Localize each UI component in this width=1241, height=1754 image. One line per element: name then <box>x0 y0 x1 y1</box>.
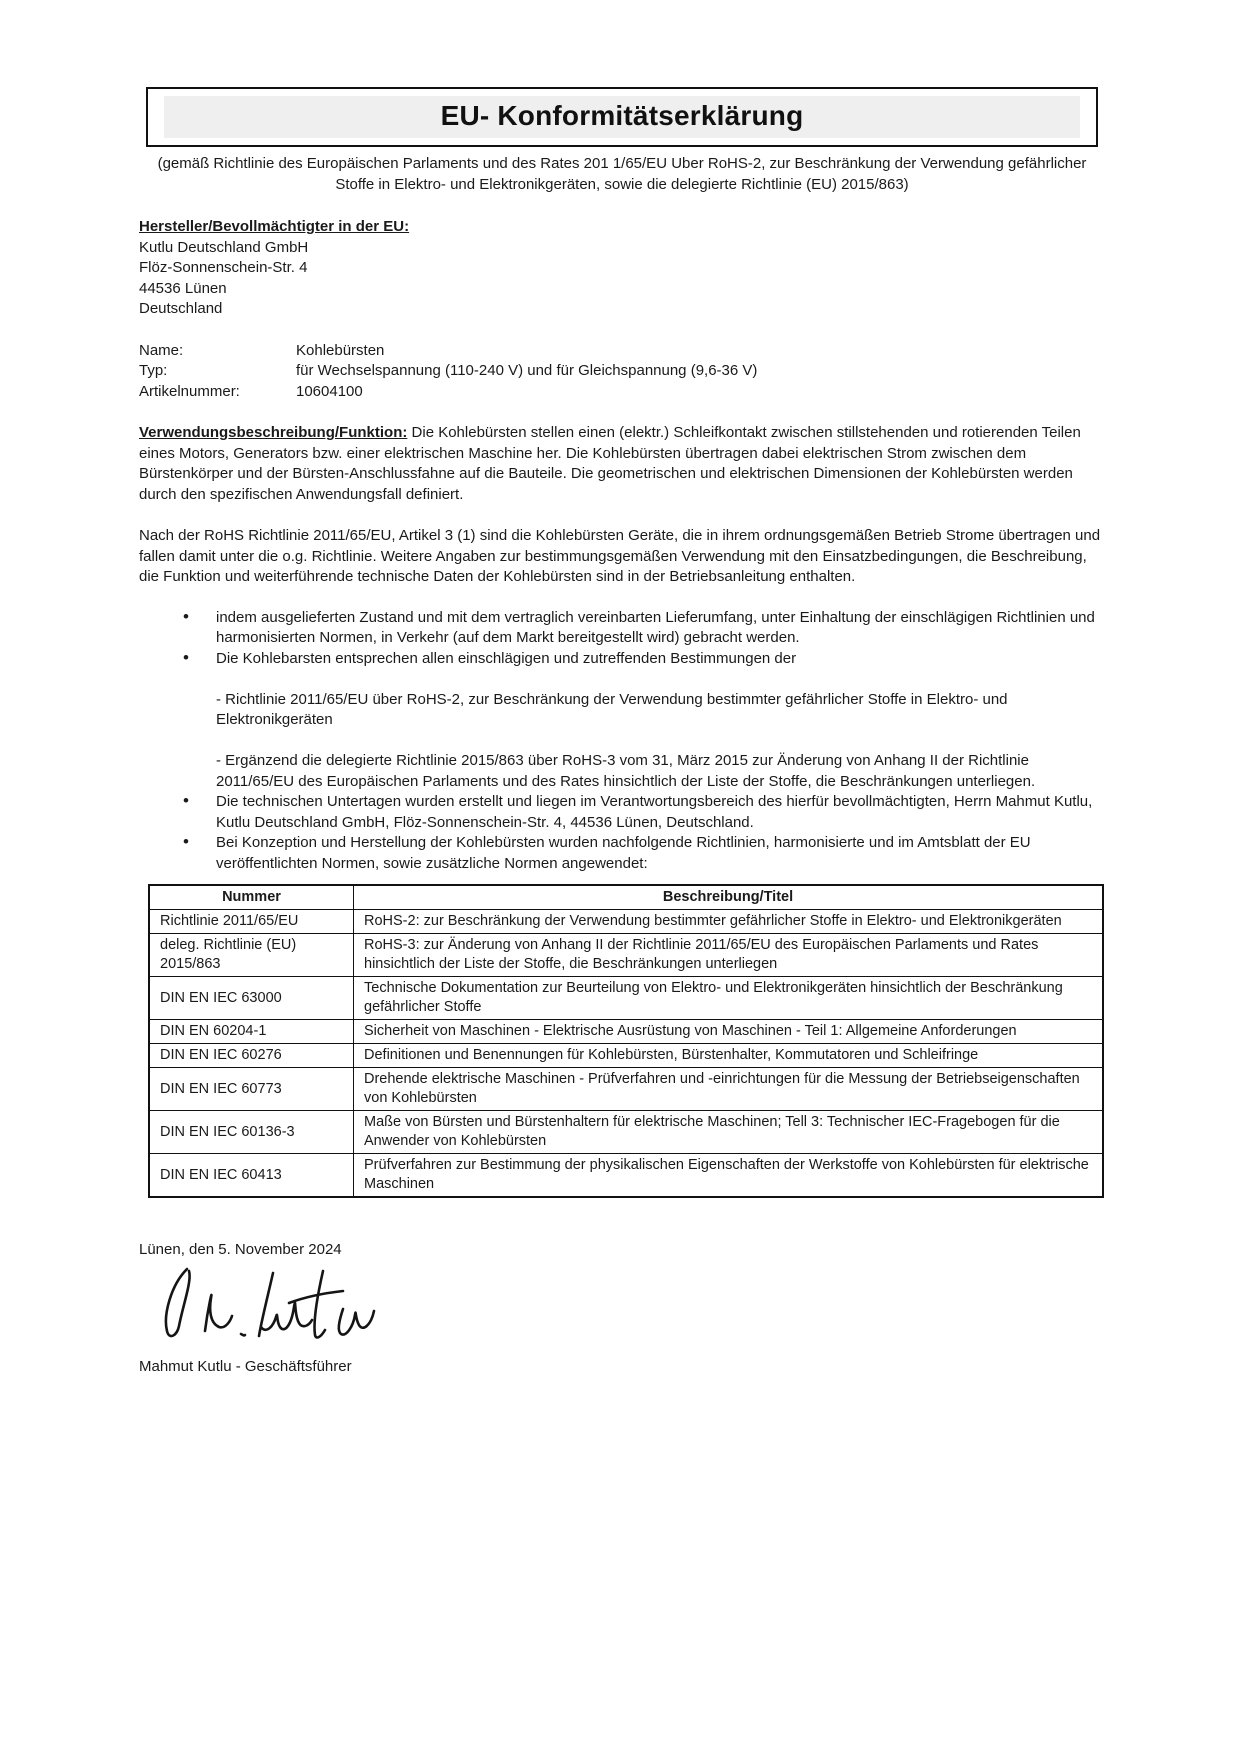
address-line: Kutlu Deutschland GmbH <box>139 238 309 256</box>
manufacturer-heading: Hersteller/Bevollmächtigter in der EU: <box>139 218 410 235</box>
bullet-text: Bei Konzeption und Herstellung der Kohlebürsten wurden nachfolgende Richtlinien, harmonisierte und im Amtsblatt der EU veröffentlichten Normen, sowie zusätzliche Normen angewendet: <box>216 834 1031 872</box>
standard-number: DIN EN IEC 60773 <box>149 1068 354 1111</box>
address-line: Flöz-Sonnenschein-Str. 4 <box>139 259 308 276</box>
bullet-item <box>216 649 1105 793</box>
standard-description: Definitionen und Benennungen für Kohlebürsten, Bürstenhalter, Kommutatoren und Schleifringe <box>354 1044 1104 1068</box>
address-line: Deutschland <box>139 300 223 317</box>
rohs-paragraph: Nach der RoHS Richtlinie 2011/65/EU, Artikel 3 (1) sind die Kohlebürsten Geräte, die in ihrem ordnungsgemäßen Betrieb Strome übertragen und fallen damit unter die o.g. Richtlinie. Weitere Angaben zur bestimmungsgemäßen Verwendung mit den Einsatzbedingungen, die Beschreibung, die Funktion und weiterführende technische Daten der Kohlebürsten sind in der Betriebsanleitung enthalten. <box>139 527 1101 585</box>
table-row <box>149 1154 1103 1198</box>
standard-number: DIN EN IEC 60276 <box>149 1044 354 1068</box>
table-row <box>149 1068 1103 1111</box>
subtitle: (gemäß Richtlinie des Europäischen Parlaments und des Rates 201 1/65/EU Uber RoHS-2, zur Beschränkung der Verwendung gefährlicher Stoffe in Elektro- und Elektronikgeräten, sowie die delegierte Richtlinie (EU) 2015/863) <box>157 155 1087 193</box>
usage-paragraph <box>139 423 1105 505</box>
place-date: Lünen, den 5. November 2024 <box>139 1241 342 1258</box>
standard-number: Richtlinie 2011/65/EU <box>149 910 354 934</box>
bullet-text: Die Kohlebarsten entsprechen allen einschlägigen und zutreffenden Bestimmungen der <box>216 649 797 667</box>
bullet-text: indem ausgelieferten Zustand und mit dem vertraglich vereinbarten Lieferumfang, unter Einhaltung der einschlägigen Richtlinien und harmonisierten Normen, in Verkehr (auf dem Markt bereitgestellt wird) gebracht werden. <box>216 608 1095 646</box>
standard-number: DIN EN IEC 60413 <box>149 1154 354 1198</box>
table-row <box>149 1020 1103 1044</box>
standards-header-row <box>149 885 1103 910</box>
spec-value: Kohlebürsten <box>296 341 385 359</box>
standard-number: DIN EN IEC 60136-3 <box>149 1111 354 1154</box>
standard-number: DIN EN 60204-1 <box>149 1020 354 1044</box>
table-row <box>149 1111 1103 1154</box>
handwritten-signature <box>157 1263 1105 1355</box>
spec-label: Name: <box>139 341 184 359</box>
table-row <box>149 934 1103 977</box>
spec-label: Typ: <box>139 362 168 379</box>
table-row <box>149 910 1103 934</box>
signature-icon <box>157 1263 407 1355</box>
signer-name: Mahmut Kutlu - Geschäftsführer <box>139 1357 352 1375</box>
spec-value: für Wechselspannung (110-240 V) und für Gleichspannung (9,6-36 V) <box>296 362 758 379</box>
page-title: EU- Konformitätserklärung <box>440 100 804 131</box>
standard-description: Drehende elektrische Maschinen - Prüfverfahren und -einrichtungen für die Messung der Betriebseigenschaften von Kohlebürsten <box>354 1068 1104 1111</box>
bullet-item <box>216 833 1105 874</box>
title-band <box>164 96 1080 138</box>
spec-value: 10604100 <box>296 382 363 400</box>
standard-description: RoHS-3: zur Änderung von Anhang II der Richtlinie 2011/65/EU des Europäischen Parlaments und Rates hinsichtlich der Liste der Stoffe, die Beschränkungen unterliegen <box>354 934 1104 977</box>
product-spec <box>139 341 1105 403</box>
standard-description: Sicherheit von Maschinen - Elektrische Ausrüstung von Maschinen - Teil 1: Allgemeine Anforderungen <box>354 1020 1104 1044</box>
manufacturer-address <box>139 238 1105 320</box>
standards-table-head <box>149 885 1103 910</box>
standard-number: DIN EN IEC 63000 <box>149 977 354 1020</box>
bullet-item <box>216 608 1105 649</box>
standard-number: deleg. Richtlinie (EU) 2015/863 <box>149 934 354 977</box>
bullet-subitem: - Richtlinie 2011/65/EU über RoHS-2, zur Beschränkung der Verwendung bestimmter gefährlicher Stoffe in Elektro- und Elektronikgeräten <box>216 690 1008 728</box>
table-row <box>149 977 1103 1020</box>
standards-table <box>148 884 1104 1198</box>
standards-table-body <box>149 910 1103 1198</box>
column-header-description: Beschreibung/Titel <box>354 885 1104 910</box>
standard-description: RoHS-2: zur Beschränkung der Verwendung bestimmter gefährlicher Stoffe in Elektro- und Elektronikgeräten <box>354 910 1104 934</box>
standard-description: Prüfverfahren zur Bestimmung der physikalischen Eigenschaften der Werkstoffe von Kohlebürsten für elektrische Maschinen <box>354 1154 1104 1198</box>
spec-label: Artikelnummer: <box>139 382 240 400</box>
usage-lead: Verwendungsbeschreibung/Funktion: <box>139 424 408 441</box>
standard-description: Technische Dokumentation zur Beurteilung von Elektro- und Elektronikgeräten hinsichtlich der Beschränkung gefährlicher Stoffe <box>354 977 1104 1020</box>
bullet-subitems <box>216 690 1105 793</box>
spec-row <box>139 361 1105 382</box>
spec-row <box>139 341 1105 362</box>
title-box <box>146 87 1098 147</box>
bullet-subitem: - Ergänzend die delegierte Richtlinie 2015/863 über RoHS-3 vom 31, März 2015 zur Änderung von Anhang II der Richtlinie 2011/65/EU des Europäischen Parlaments und des Rates hinsichtlich der Liste der Stoffe, die Beschränkungen unterliegen. <box>216 752 1036 790</box>
declaration-bullets <box>139 608 1105 875</box>
table-row <box>149 1044 1103 1068</box>
spec-row <box>139 382 1105 403</box>
bullet-text: Die technischen Untertagen wurden erstellt und liegen im Verantwortungsbereich des hierfür bevollmächtigten, Herrn Mahmut Kutlu, Kutlu Deutschland GmbH, Flöz-Sonnenschein-Str. 4, 44536 Lünen, Deutschland. <box>216 793 1093 831</box>
address-line: 44536 Lünen <box>139 279 227 297</box>
standard-description: Maße von Bürsten und Bürstenhaltern für elektrische Maschinen; Tell 3: Technischer IEC-Fragebogen für die Anwender von Kohlebürsten <box>354 1111 1104 1154</box>
bullet-item <box>216 792 1105 833</box>
column-header-number: Nummer <box>149 885 354 910</box>
usage-text: Die Kohlebürsten stellen einen (elektr.) Schleifkontakt zwischen stillstehenden und rotierenden Teilen eines Motors, Generators bzw. einer elektrischen Maschine her. Die Kohlebürsten übertragen dabei elektrischen Strom zwischen dem Bürstenkörper und der Bürsten-Anschlussfahne auf die Bauteile. Die geometrischen und elektrischen Dimensionen der Kohlebürsten werden durch den spezifischen Anwendungsfall definiert. <box>139 424 1081 503</box>
